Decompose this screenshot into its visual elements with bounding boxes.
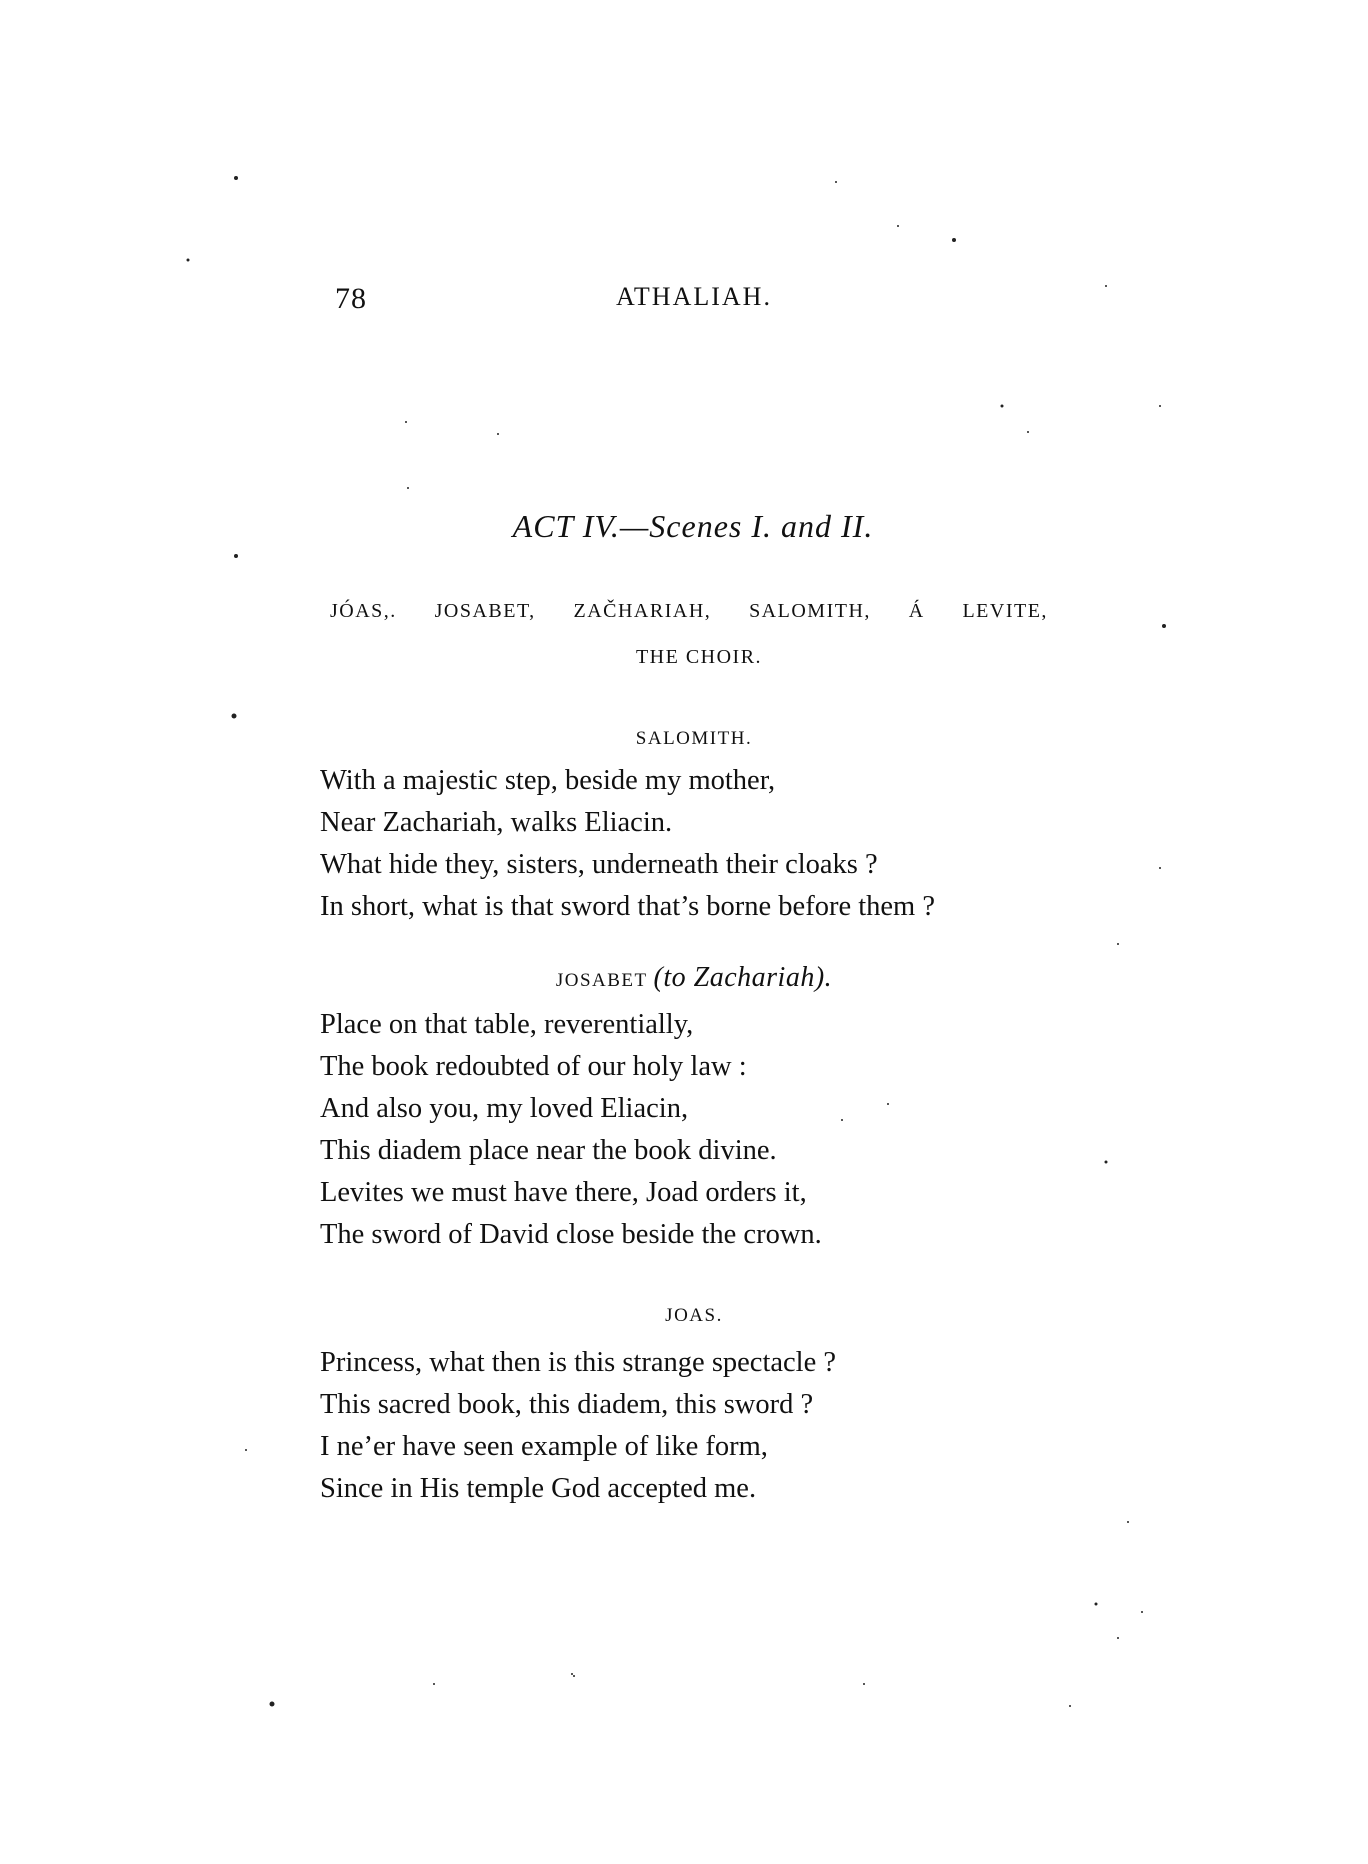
verse-line: I ne’er have seen example of like form, xyxy=(320,1431,768,1462)
speaker-joas xyxy=(0,1305,1368,1327)
act-title: ACT IV.—Scenes I. and II. xyxy=(512,508,874,544)
speech-joas xyxy=(320,1342,1080,1510)
verse-line: This sacred book, this diadem, this sword ? xyxy=(320,1389,814,1420)
speaker-josabet xyxy=(0,962,1368,994)
dramatis-personae xyxy=(330,600,1048,669)
speech-josabet xyxy=(320,1004,1080,1256)
verse-line: With a majestic step, beside my mother, xyxy=(320,765,776,796)
verse-line: Near Zachariah, walks Eliacin. xyxy=(320,807,673,838)
speaker-name: JOAS. xyxy=(665,1305,723,1326)
verse-line: Place on that table, reverentially, xyxy=(320,1009,694,1040)
person-name: ZAČHARIAH, xyxy=(573,600,712,622)
page-number: 78 xyxy=(335,282,367,315)
verse-line: This diadem place near the book divine. xyxy=(320,1135,777,1166)
persons-line-1 xyxy=(330,600,1048,636)
person-name: Á xyxy=(908,600,925,622)
person-name: SALOMITH, xyxy=(749,600,871,622)
verse-line: The sword of David close beside the crown. xyxy=(320,1219,822,1250)
persons-line-2: THE CHOIR. xyxy=(635,646,763,668)
speaker-name: SALOMITH. xyxy=(635,728,753,749)
person-name: LEVITE, xyxy=(962,600,1048,622)
verse-line: In short, what is that sword that’s borne before them ? xyxy=(320,891,935,922)
verse-line: And also you, my loved Eliacin, xyxy=(320,1093,689,1124)
verse-line: Princess, what then is this strange spectacle ? xyxy=(320,1347,837,1378)
verse-line: What hide they, sisters, underneath their cloaks ? xyxy=(320,849,878,880)
speech-salomith xyxy=(320,760,1080,928)
person-name: JÓAS,. xyxy=(330,600,397,622)
verse-line: Levites we must have there, Joad orders it, xyxy=(320,1177,807,1208)
speaker-salomith xyxy=(0,728,1368,750)
verse-line: The book redoubted of our holy law : xyxy=(320,1051,747,1082)
running-title: ATHALIAH. xyxy=(616,282,772,311)
stage-direction: (to Zachariah). xyxy=(653,962,833,993)
verse-line: Since in His temple God accepted me. xyxy=(320,1473,757,1504)
person-name: JOSABET, xyxy=(434,600,536,622)
speaker-name: JOSABET xyxy=(555,970,648,991)
running-head xyxy=(0,282,1368,322)
